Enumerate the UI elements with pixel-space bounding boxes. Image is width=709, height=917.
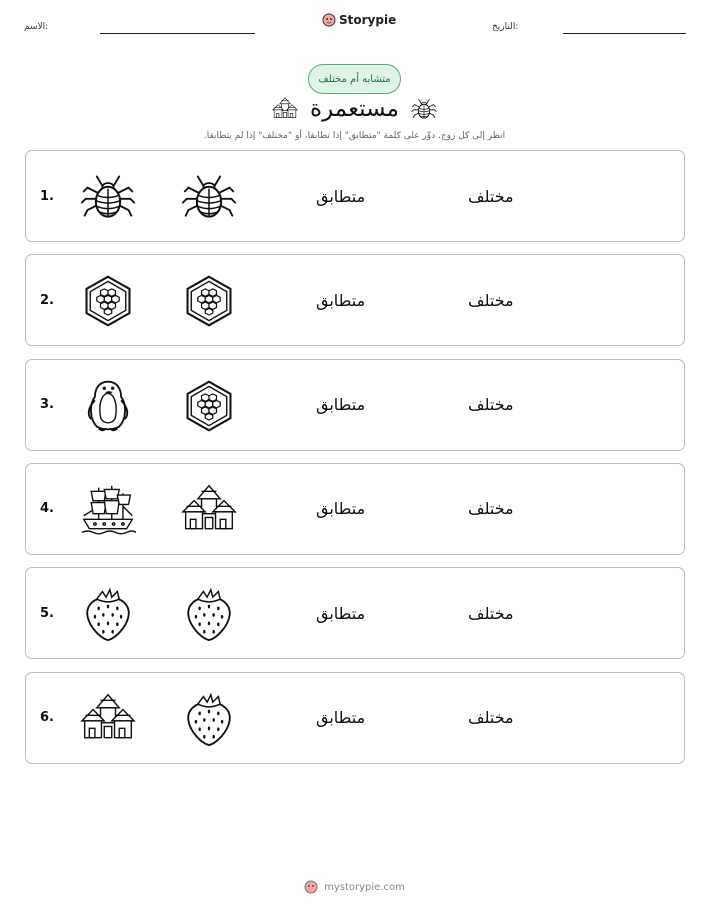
name-line[interactable]	[100, 33, 255, 34]
same-option[interactable]: متطابق	[316, 708, 366, 727]
honeycomb-icon	[80, 273, 136, 329]
same-option[interactable]: متطابق	[316, 603, 366, 623]
question-number: 1.	[40, 188, 54, 204]
beetle-icon	[181, 169, 237, 225]
strawberry-icon	[181, 586, 237, 642]
same-option[interactable]: متطابق	[316, 290, 366, 310]
same-option[interactable]: متطابق	[316, 395, 366, 415]
penguin-icon	[80, 378, 136, 434]
question-number: 2.	[40, 292, 54, 308]
honeycomb-icon	[181, 378, 237, 434]
huts-icon	[181, 482, 237, 538]
beetle-icon	[411, 96, 437, 122]
storypie-mascot-icon	[304, 880, 318, 894]
worksheet-type-badge: متشابه أم مختلف	[308, 64, 401, 94]
strawberry-icon	[181, 691, 237, 747]
strawberry-icon	[80, 586, 136, 642]
question-number: 6.	[40, 710, 54, 725]
name-label: الاسم:	[24, 22, 49, 32]
question-row	[25, 463, 685, 555]
honeycomb-icon	[181, 273, 237, 329]
different-option[interactable]: مختلف	[468, 499, 514, 519]
different-option[interactable]: مختلف	[468, 395, 514, 415]
brand-logo	[322, 13, 396, 27]
footer-url: mystorypie.com	[324, 881, 405, 893]
title-row	[0, 92, 709, 126]
huts-icon	[80, 691, 136, 747]
different-option[interactable]: مختلف	[468, 603, 514, 623]
different-option[interactable]: مختلف	[468, 708, 514, 727]
question-number: 3.	[40, 397, 54, 413]
page-title: مستعمرة	[310, 96, 399, 122]
instructions: انظر إلى كل زوج. دوِّر على كلمة "متطابق" إذا تطابقا، أو "مختلف" إذا لم يتطابقا.	[203, 131, 506, 141]
different-option[interactable]: مختلف	[468, 186, 514, 206]
date-line[interactable]	[563, 33, 686, 34]
ship-icon	[80, 482, 136, 538]
same-option[interactable]: متطابق	[316, 186, 366, 206]
question-row	[25, 254, 685, 346]
question-row	[25, 567, 685, 659]
same-option[interactable]: متطابق	[316, 499, 366, 519]
question-number: 4.	[40, 501, 54, 517]
huts-icon	[272, 96, 298, 122]
storypie-mascot-icon	[322, 13, 336, 27]
question-row	[25, 672, 685, 764]
date-label: التاريخ:	[492, 22, 519, 32]
question-row	[25, 150, 685, 242]
question-number: 5.	[40, 605, 54, 621]
question-row	[25, 359, 685, 451]
beetle-icon	[80, 169, 136, 225]
footer	[0, 880, 709, 894]
brand-name: Storypie	[339, 13, 397, 27]
different-option[interactable]: مختلف	[468, 290, 514, 310]
